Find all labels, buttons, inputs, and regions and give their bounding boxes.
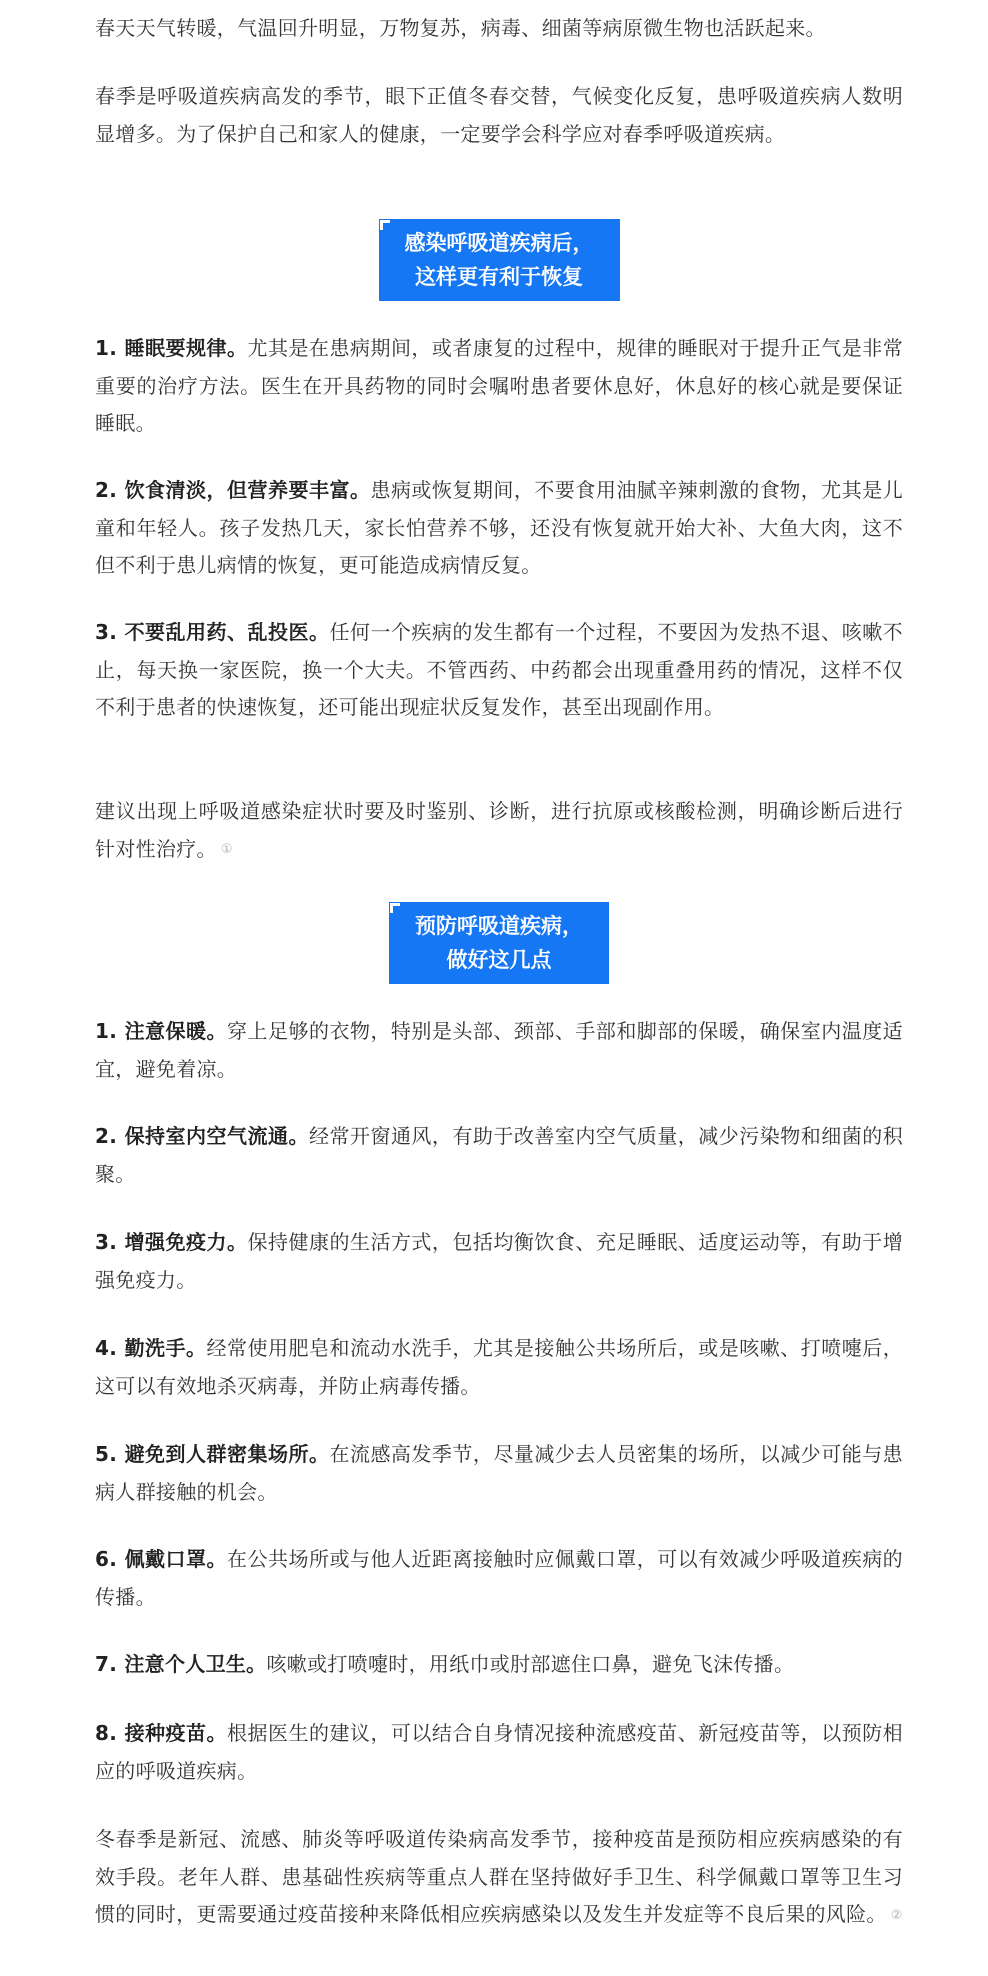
section1-heading-line1: 感染呼吸道疾病后， xyxy=(404,231,594,255)
intro-paragraph-2: 春季是呼吸道疾病高发的季节，眼下正值冬春交替，气候变化反复，患呼吸道疾病人数明显增多。为了保护自己和家人的健康，一定要学会科学应对春季呼吸道疾病。 xyxy=(95,84,903,146)
item-title: 4. 勤洗手。 xyxy=(95,1336,207,1360)
footnote-ref: ① xyxy=(220,842,233,858)
item-text: 咳嗽或打喷嚏时，用纸巾或肘部遮住口鼻，避免飞沫传播。 xyxy=(266,1652,795,1676)
section2-item-8 xyxy=(95,1715,903,1790)
section2-item-5 xyxy=(95,1436,903,1511)
closing-text: 建议出现上呼吸道感染症状时要及时鉴别、诊断，进行抗原或核酸检测，明确诊断后进行针对性治疗。 xyxy=(95,799,903,861)
footnote-ref: ② xyxy=(890,1907,903,1923)
item-title: 3. 不要乱用药、乱投医。 xyxy=(95,620,330,644)
section1-item-3 xyxy=(95,614,903,727)
item-text: 尤其是在患病期间，或者康复的过程中，规律的睡眠对于提升正气是非常重要的治疗方法。医生在开具药物的同时会嘱咐患者要休息好，休息好的核心就是要保证睡眠。 xyxy=(95,336,903,435)
section1-closing xyxy=(95,793,903,869)
section2-item-1 xyxy=(95,1013,903,1088)
section2-item-2 xyxy=(95,1118,903,1193)
item-title: 8. 接种疫苗。 xyxy=(95,1721,228,1745)
section2-item-7 xyxy=(95,1646,903,1684)
section1-heading-line2: 这样更有利于恢复 xyxy=(415,265,583,289)
section2-heading-line2: 做好这几点 xyxy=(446,948,552,972)
item-text: 经常开窗通风，有助于改善室内空气质量，减少污染物和细菌的积聚。 xyxy=(95,1124,904,1186)
intro-paragraph-1: 春天天气转暖，气温回升明显，万物复苏，病毒、细菌等病原微生物也活跃起来。 xyxy=(95,16,826,40)
item-title: 7. 注意个人卫生。 xyxy=(95,1652,267,1676)
item-text: 保持健康的生活方式，包括均衡饮食、充足睡眠、适度运动等，有助于增强免疫力。 xyxy=(95,1230,903,1292)
corner-bracket-icon xyxy=(390,903,400,913)
item-title: 3. 增强免疫力。 xyxy=(95,1230,248,1254)
section2-heading-line1: 预防呼吸道疾病， xyxy=(415,914,583,938)
section2-heading xyxy=(389,902,609,984)
section1-item-1 xyxy=(95,330,903,443)
item-text: 任何一个疾病的发生都有一个过程，不要因为发热不退、咳嗽不止，每天换一家医院，换一个大夫。不管西药、中药都会出现重叠用药的情况，这样不仅不利于患者的快速恢复，还可能出现症状反复发作，甚至出现副作用。 xyxy=(95,620,903,719)
item-text: 穿上足够的衣物，特别是头部、颈部、手部和脚部的保暖，确保室内温度适宜，避免着凉。 xyxy=(95,1019,903,1081)
section2-closing xyxy=(95,1821,903,1934)
section2-item-6 xyxy=(95,1541,903,1616)
section2-item-4 xyxy=(95,1330,903,1405)
section2-heading-wrap xyxy=(95,902,903,984)
section2-item-3 xyxy=(95,1224,903,1299)
item-title: 1. 注意保暖。 xyxy=(95,1019,228,1043)
item-title: 2. 饮食清淡，但营养要丰富。 xyxy=(95,478,371,502)
item-text: 经常使用肥皂和流动水洗手，尤其是接触公共场所后，或是咳嗽、打喷嚏后，这可以有效地杀灭病毒，并防止病毒传播。 xyxy=(95,1336,903,1398)
item-text: 在流感高发季节，尽量减少去人员密集的场所，以减少可能与患病人群接触的机会。 xyxy=(95,1442,903,1504)
section1-heading-wrap xyxy=(95,219,903,301)
item-title: 6. 佩戴口罩。 xyxy=(95,1547,228,1571)
item-title: 2. 保持室内空气流通。 xyxy=(95,1124,309,1148)
item-title: 1. 睡眠要规律。 xyxy=(95,336,248,360)
corner-bracket-icon xyxy=(380,220,390,230)
item-text: 患病或恢复期间，不要食用油腻辛辣刺激的食物，尤其是儿童和年轻人。孩子发热几天，家长怕营养不够，还没有恢复就开始大补、大鱼大肉，这不但不利于患儿病情的恢复，更可能造成病情反复。 xyxy=(95,478,903,577)
section1-heading xyxy=(379,219,620,301)
item-text: 在公共场所或与他人近距离接触时应佩戴口罩，可以有效减少呼吸道疾病的传播。 xyxy=(95,1547,903,1609)
item-text: 根据医生的建议，可以结合自身情况接种流感疫苗、新冠疫苗等，以预防相应的呼吸道疾病。 xyxy=(95,1721,903,1783)
section1-item-2 xyxy=(95,472,903,585)
closing-text: 冬春季是新冠、流感、肺炎等呼吸道传染病高发季节，接种疫苗是预防相应疾病感染的有效手段。老年人群、患基础性疾病等重点人群在坚持做好手卫生、科学佩戴口罩等卫生习惯的同时，更需要通过疫苗接种来降低相应疾病感染以及发生并发症等不良后果的风险。 xyxy=(95,1827,903,1926)
item-title: 5. 避免到人群密集场所。 xyxy=(95,1442,330,1466)
